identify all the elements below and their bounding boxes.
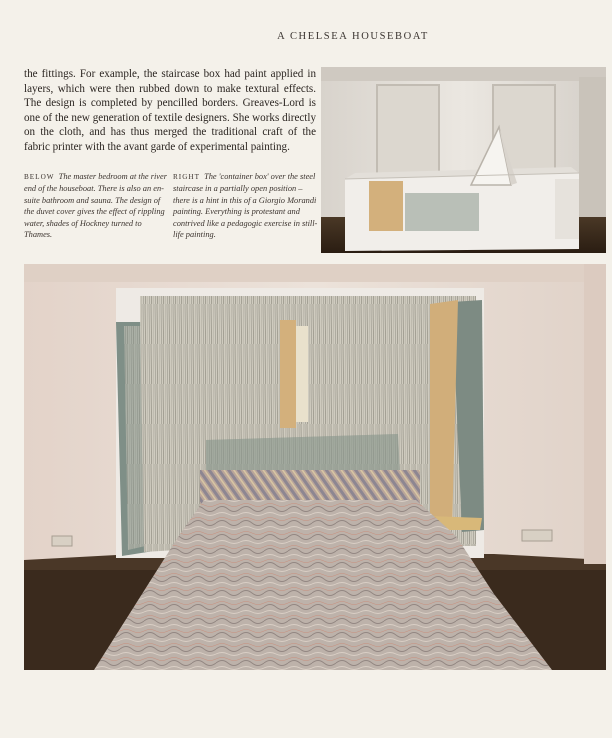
- master-bedroom-photo: [24, 264, 606, 670]
- container-box-photo: [321, 67, 606, 253]
- running-head-text: A CHELSEA HOUSEBOAT: [277, 31, 429, 42]
- caption-below-text: The master bedroom at the river end of the houseboat. There is also an en-suite bathroom and sauna. The design of the duvet cover gives the effect of rippling water, shades of Hockney turned to Thames.: [24, 172, 167, 240]
- caption-right-lead: RIGHT: [173, 173, 200, 181]
- running-head: [0, 31, 612, 42]
- caption-right-text: The 'container box' over the steel staircase in a partially open position – there is a hint in this of a Giorgio Morandi painting. Everything is protestant and contrived like a pedagogic exercise in still-life painting.: [173, 172, 318, 240]
- caption-right: [173, 171, 318, 240]
- caption-below: [24, 171, 169, 240]
- body-text: the fittings. For example, the staircase box had paint applied in layers, which were then rubbed down to make textural effects. The design is completed by pencilled borders. Greaves-Lord is one of the new generation of textile designers. She works directly on the cloth, and has thus merged the traditional craft of the fabric printer with the avant garde of experimental painting.: [24, 68, 316, 153]
- caption-below-lead: BELOW: [24, 173, 55, 181]
